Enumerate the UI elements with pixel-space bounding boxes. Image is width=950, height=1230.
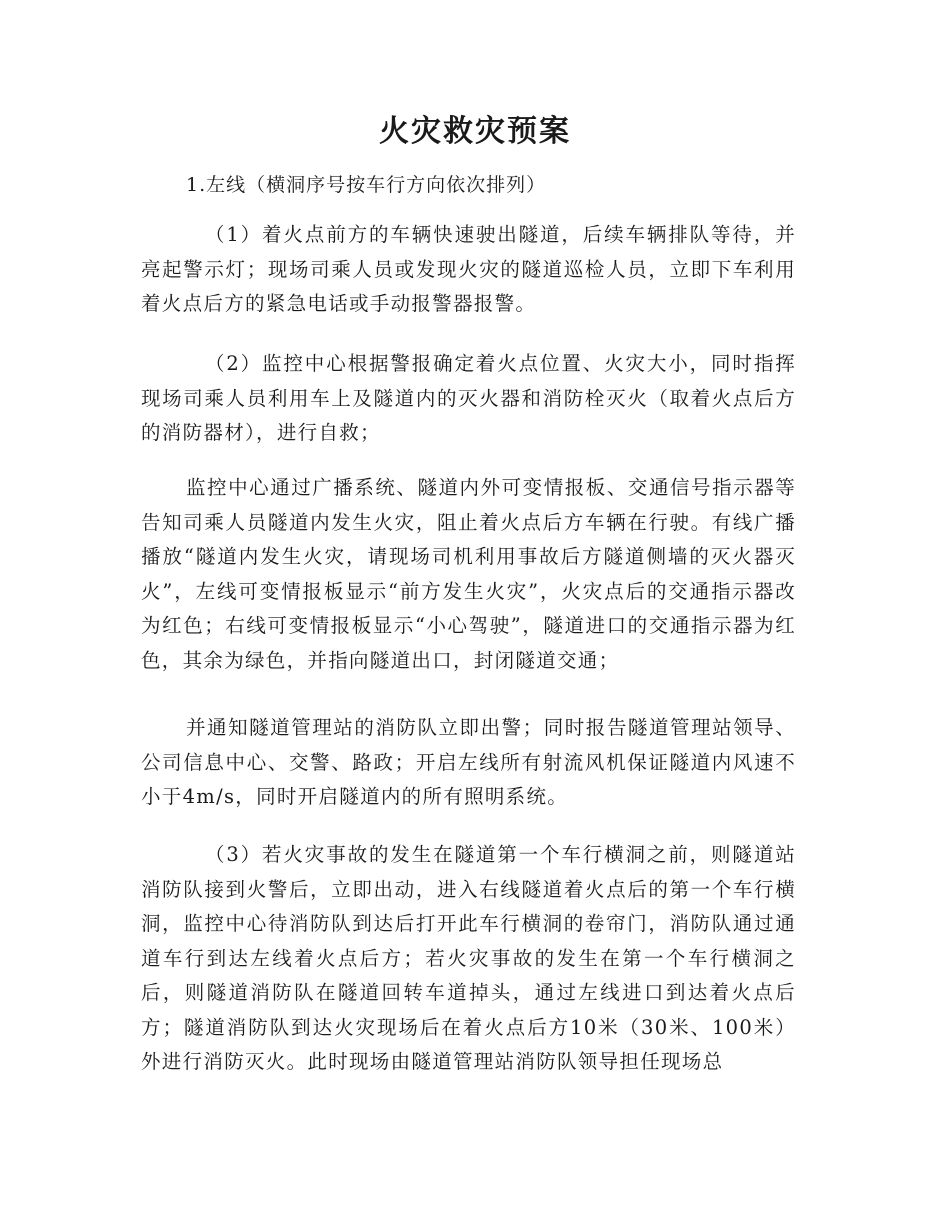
paragraph-3: 监控中心通过广播系统、隧道内外可变情报板、交通信号指示器等告知司乘人员隧道内发生火灾，阻止着火点后方车辆在行驶。有线广播播放“隧道内发生火灾，请现场司机利用事故后方隧道侧墙的灭火器灭火”，左线可变情报板显示“前方发生火灾”，火灾点后的交通指示器改为红色；右线可变情报板显示“小心驾驶”，隧道进口的交通指示器为红色，其余为绿色，并指向隧道出口，封闭隧道交通； [141, 476, 796, 672]
paragraph-4: 并通知隧道管理站的消防队立即出警；同时报告隧道管理站领导、公司信息中心、交警、路政；开启左线所有射流风机保证隧道内风速不小于4m/s，同时开启隧道内的所有照明系统。 [141, 716, 796, 808]
paragraph-1: （1）着火点前方的车辆快速驶出隧道，后续车辆排队等待，并亮起警示灯；现场司乘人员或发现火灾的隧道巡检人员，立即下车利用着火点后方的紧急电话或手动报警器报警。 [141, 223, 796, 315]
paragraph-2: （2）监控中心根据警报确定着火点位置、火灾大小，同时指挥现场司乘人员利用车上及隧道内的灭火器和消防栓灭火（取着火点后方的消防器材），进行自救； [141, 352, 796, 444]
page-title: 火灾救灾预案 [379, 114, 571, 149]
section-heading: 1.左线（横洞序号按车行方向依次排列） [186, 174, 547, 196]
paragraph-5: （3）若火灾事故的发生在隧道第一个车行横洞之前，则隧道站消防队接到火警后，立即出动，进入右线隧道着火点后的第一个车行横洞，监控中心待消防队到达后打开此车行横洞的卷帘门，消防队通过通道车行到达左线着火点后方；若火灾事故的发生在第一个车行横洞之后，则隧道消防队在隧道回转车道掉头，通过左线进口到达着火点后方；隧道消防队到达火灾现场后在着火点后方10米（30米、100米）外进行消防灭火。此时现场由隧道管理站消防队领导担任现场总 [141, 843, 796, 1073]
